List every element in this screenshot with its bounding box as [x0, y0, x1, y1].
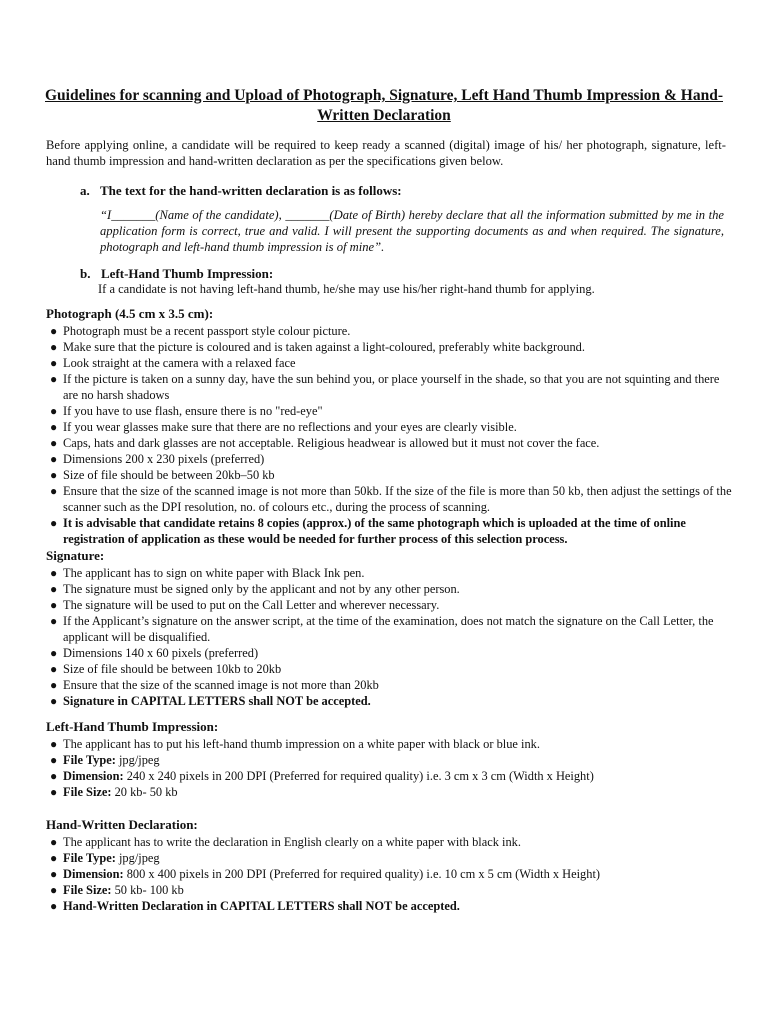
bullet-icon: ●: [50, 678, 58, 692]
list-item: ● Signature in CAPITAL LETTERS shall NOT be accepted.: [50, 694, 371, 708]
signature-list: [46, 565, 736, 709]
list-item: ● Size of file should be between 20kb–50 kb: [50, 468, 275, 482]
bullet-icon: ●: [50, 372, 58, 386]
signature-heading: Signature:: [46, 548, 105, 563]
list-item: ● If you wear glasses make sure that there are no reflections and your eyes are clearly visible.: [50, 420, 517, 434]
list-item: ● Caps, hats and dark glasses are not acceptable. Religious headwear is allowed but it must not cover the face.: [50, 436, 600, 450]
bullet-icon: ●: [50, 883, 58, 897]
item-a-label: a.: [80, 183, 90, 198]
thumb-impression-heading: Left-Hand Thumb Impression:: [46, 719, 219, 734]
item-a-heading: The text for the hand-written declaration is as follows:: [100, 183, 402, 198]
handwritten-declaration-section: [46, 817, 736, 914]
handwritten-declaration-list: [46, 834, 736, 914]
bullet-icon: ●: [50, 452, 58, 466]
list-item: ● The applicant has to write the declaration in English clearly on a white paper with black ink.: [50, 835, 521, 849]
photograph-section: [46, 306, 736, 547]
bullet-icon: ●: [50, 598, 58, 612]
item-b-label: b.: [80, 266, 91, 281]
bullet-icon: ●: [50, 867, 58, 881]
list-item: ● Photograph must be a recent passport style colour picture.: [50, 324, 351, 338]
list-item: ● The signature must be signed only by the applicant and not by any other person.: [50, 582, 460, 596]
bullet-icon: ●: [50, 614, 58, 628]
photograph-heading: Photograph (4.5 cm x 3.5 cm):: [46, 306, 214, 321]
list-item: ● File Size: 50 kb- 100 kb: [50, 883, 184, 897]
list-item: ● File Type: jpg/jpeg: [50, 851, 160, 865]
declaration-quote: “I_______(Name of the candidate), _______(Date of Birth) hereby declare that all the information submitted by me in the application form is correct, true and valid. I will present the supporting documents as and when required. The signature, photograph and left-hand thumb impression is of mine”.: [100, 208, 724, 254]
intro-paragraph: Before applying online, a candidate will be required to keep ready a scanned (digital) image of his/ her photograph, signature, left-hand thumb impression and hand-written declaration as per the specifications given below.: [46, 138, 726, 168]
bullet-icon: ●: [50, 404, 58, 418]
document-title: Guidelines for scanning and Upload of Photograph, Signature, Left Hand Thumb Impression & Hand-Written Declaration: [45, 87, 723, 124]
bullet-icon: ●: [50, 516, 58, 530]
bullet-icon: ●: [50, 835, 58, 849]
bullet-icon: ●: [50, 769, 58, 783]
bullet-icon: ●: [50, 662, 58, 676]
list-item: ● File Size: 20 kb- 50 kb: [50, 785, 178, 799]
list-item: ● The applicant has to sign on white paper with Black Ink pen.: [50, 566, 365, 580]
list-item: ● Look straight at the camera with a relaxed face: [50, 356, 296, 370]
bullet-icon: ●: [50, 694, 58, 708]
handwritten-declaration-heading: Hand-Written Declaration:: [46, 817, 198, 832]
list-item: ● Dimensions 140 x 60 pixels (preferred): [50, 646, 259, 660]
thumb-impression-section: [46, 719, 736, 800]
list-item: ● Size of file should be between 10kb to 20kb: [50, 662, 282, 676]
list-item: ● Dimension: 800 x 400 pixels in 200 DPI (Preferred for required quality) i.e. 10 cm x 5 cm (Width x Height): [50, 867, 601, 881]
bullet-icon: ●: [50, 420, 58, 434]
thumb-impression-list: [46, 736, 736, 800]
bullet-icon: ●: [50, 566, 58, 580]
item-b-heading: Left-Hand Thumb Impression:: [101, 266, 274, 281]
bullet-icon: ●: [50, 737, 58, 751]
list-item: ● Ensure that the size of the scanned image is not more than 20kb: [50, 678, 379, 692]
list-item: ● Dimension: 240 x 240 pixels in 200 DPI (Preferred for required quality) i.e. 3 cm x 3 cm (Width x Height): [50, 769, 594, 783]
bullet-icon: ●: [50, 324, 58, 338]
bullet-icon: ●: [50, 356, 58, 370]
photograph-list: [46, 323, 736, 547]
bullet-icon: ●: [50, 646, 58, 660]
list-item: ● The signature will be used to put on the Call Letter and wherever necessary.: [50, 598, 440, 612]
bullet-icon: ●: [50, 851, 58, 865]
list-item: ● Dimensions 200 x 230 pixels (preferred): [50, 452, 265, 466]
list-item: ● Ensure that the size of the scanned image is not more than 50kb. If the size of the file is more than 50 kb, then adjust the settings of the scanner such as the DPI resolution, no. of colours etc., during the process of scanning.: [50, 484, 732, 514]
list-item: ● If you have to use flash, ensure there is no "red-eye": [50, 404, 323, 418]
bullet-icon: ●: [50, 468, 58, 482]
signature-section: [46, 548, 736, 709]
item-b-note: If a candidate is not having left-hand thumb, he/she may use his/her right-hand thumb for applying.: [98, 282, 595, 296]
list-item: ● Hand-Written Declaration in CAPITAL LETTERS shall NOT be accepted.: [50, 899, 460, 913]
bullet-icon: ●: [50, 582, 58, 596]
list-item: ● It is advisable that candidate retains 8 copies (approx.) of the same photograph which is uploaded at the time of online registration of application as these would be needed for further process of this selection process.: [50, 516, 686, 546]
list-item: ● The applicant has to put his left-hand thumb impression on a white paper with black or blue ink.: [50, 737, 540, 751]
bullet-icon: ●: [50, 785, 58, 799]
bullet-icon: ●: [50, 484, 58, 498]
bullet-icon: ●: [50, 899, 58, 913]
bullet-icon: ●: [50, 753, 58, 767]
list-item: ● If the picture is taken on a sunny day, have the sun behind you, or place yourself in the shade, so that you are not squinting and there are no harsh shadows: [50, 372, 720, 402]
bullet-icon: ●: [50, 340, 58, 354]
list-item: ● File Type: jpg/jpeg: [50, 753, 160, 767]
list-item: ● If the Applicant’s signature on the answer script, at the time of the examination, does not match the signature on the Call Letter, the applicant will be disqualified.: [50, 614, 714, 644]
bullet-icon: ●: [50, 436, 58, 450]
list-item: ● Make sure that the picture is coloured and is taken against a light-coloured, preferably white background.: [50, 340, 585, 354]
